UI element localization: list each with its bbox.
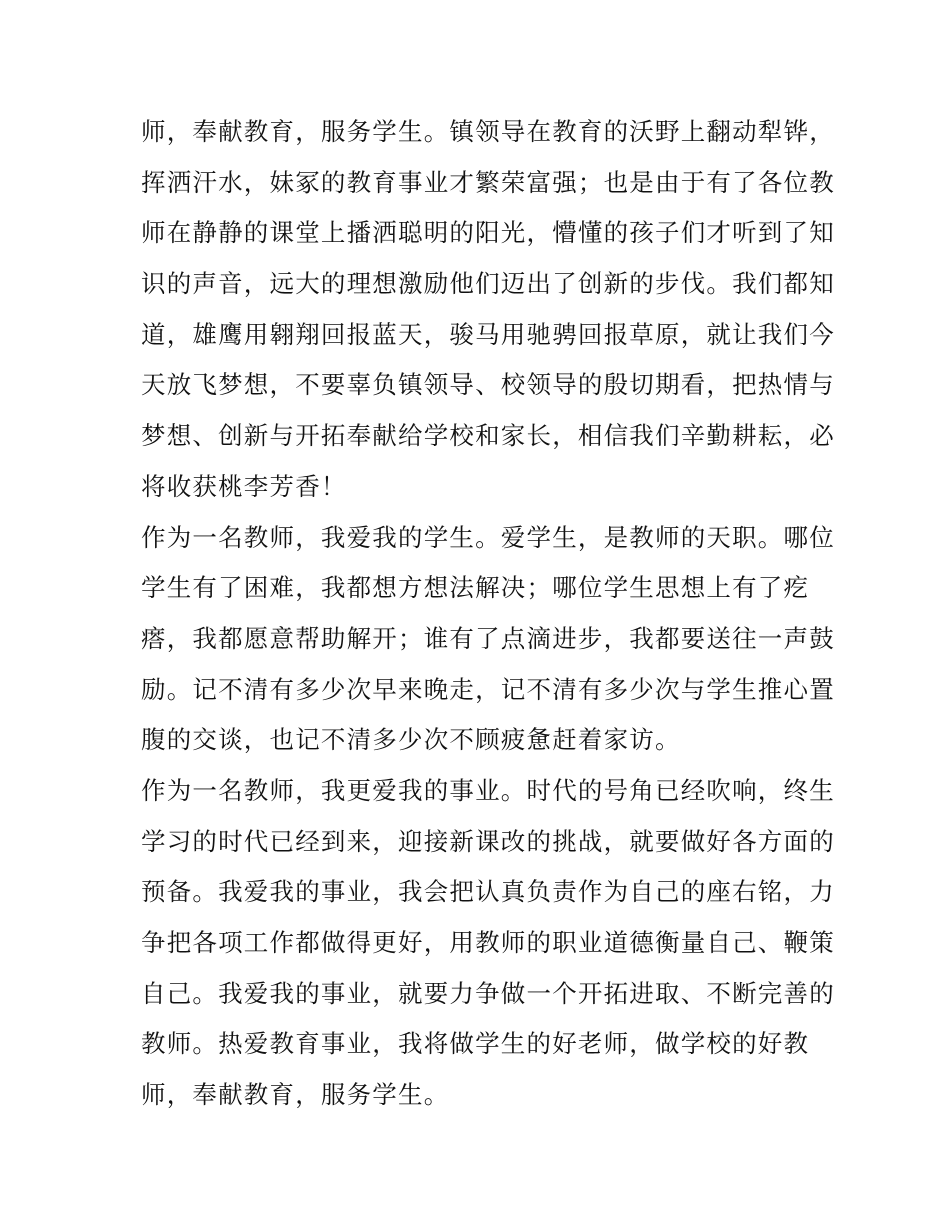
paragraph-3 <box>141 766 835 1121</box>
text-line: 学习的时代已经到来，迎接新课改的挑战，就要做好各方面的 <box>141 826 835 856</box>
text-line: 师，奉献教育，服务学生。镇领导在教育的沃野上翻动犁铧， <box>141 117 835 146</box>
text-line: 预备。我爱我的事业，我会把认真负责作为自己的座右铭，力 <box>141 877 835 907</box>
text-line: 励。记不清有多少次早来晚走，记不清有多少次与学生推心置 <box>141 674 835 704</box>
text-line: 天放飞梦想，不要辜负镇领导、校领导的殷切期看，把热情与 <box>141 370 835 400</box>
text-line: 将收获桃李芳香！ <box>141 471 347 501</box>
text-line: 作为一名教师，我更爱我的事业。时代的号角已经吹响，终生 <box>141 775 835 805</box>
text-line: 道，雄鹰用翱翔回报蓝天，骏马用驰骋回报草原，就让我们今 <box>141 319 835 349</box>
text-line: 瘩，我都愿意帮助解开；谁有了点滴进步，我都要送往一声鼓 <box>141 623 835 653</box>
text-line: 识的声音，远大的理想激励他们迈出了创新的步伐。我们都知 <box>141 269 835 299</box>
text-line: 学生有了困难，我都想方想法解决；哪位学生思想上有了疙 <box>141 573 810 603</box>
text-line: 腹的交谈，也记不清多少次不顾疲惫赶着家访。 <box>141 725 681 755</box>
paragraph-2 <box>141 513 835 766</box>
text-line: 教师。热爱教育事业，我将做学生的好老师，做学校的好教 <box>141 1029 810 1059</box>
text-line: 作为一名教师，我爱我的学生。爱学生，是教师的天职。哪位 <box>141 522 835 552</box>
text-line: 自己。我爱我的事业，就要力争做一个开拓进取、不断完善的 <box>141 978 835 1008</box>
paragraph-1 <box>141 107 835 513</box>
text-line: 挥洒汗水，妹冢的教育事业才繁荣富强；也是由于有了各位教 <box>141 167 835 197</box>
text-line: 师，奉献教育，服务学生。 <box>141 1080 450 1110</box>
text-line: 梦想、创新与开拓奉献给学校和家长，相信我们辛勤耕耘，必 <box>141 421 835 451</box>
text-line: 师在静静的课堂上播洒聪明的阳光，懵懂的孩子们才听到了知 <box>141 218 835 248</box>
text-line: 争把各项工作都做得更好，用教师的职业道德衡量自己、鞭策 <box>141 928 835 957</box>
document-body <box>141 107 835 1121</box>
